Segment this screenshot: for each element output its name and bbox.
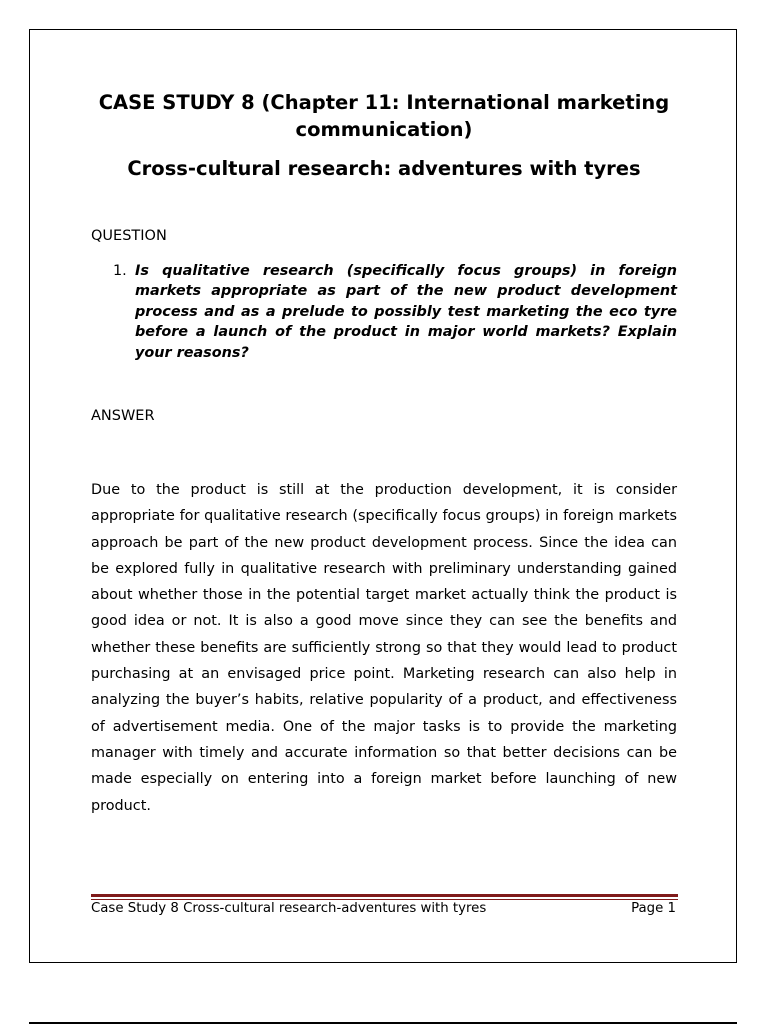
footer-title: Case Study 8 Cross-cultural research-adventures with tyres [91, 901, 487, 916]
document-page [29, 29, 737, 963]
question-item [106, 261, 677, 363]
question-heading: QUESTION [91, 228, 167, 244]
footer-rule-thin [91, 899, 678, 900]
document-subtitle: Cross-cultural research: adventures with tyres [127, 157, 641, 180]
footer-page-number: Page 1 [631, 901, 676, 916]
question-list [106, 261, 677, 363]
document-title: CASE STUDY 8 (Chapter 11: International marketing communication) [98, 91, 670, 141]
answer-heading: ANSWER [91, 408, 155, 424]
answer-paragraph: Due to the product is still at the production development, it is consider appropriate for qualitative research (specifically focus groups) in foreign markets approach be part of the new product development process. Since the idea can be explored fully in qualitative research with preliminary understanding gained about whether those in the potential target market actually think the product is good idea or not. It is also a good move since they can see the benefits and whether these benefits are sufficiently strong so that they would lead to product purchasing at an envisaged price point. Marketing research can also help in analyzing the buyer’s habits, relative popularity of a product, and effectiveness of advertisement media. One of the major tasks is to provide the marketing manager with timely and accurate information so that better decisions can be made especially on entering into a foreign market before launching of new product. [91, 482, 677, 814]
question-number: 1. [113, 263, 127, 279]
question-text: Is qualitative research (specifically focus groups) in foreign markets appropriate as part of the new product development process and as a prelude to possibly test marketing the eco tyre before a launch of the product in major world markets? Explain your reasons? [135, 263, 677, 361]
footer-rule [91, 894, 678, 897]
